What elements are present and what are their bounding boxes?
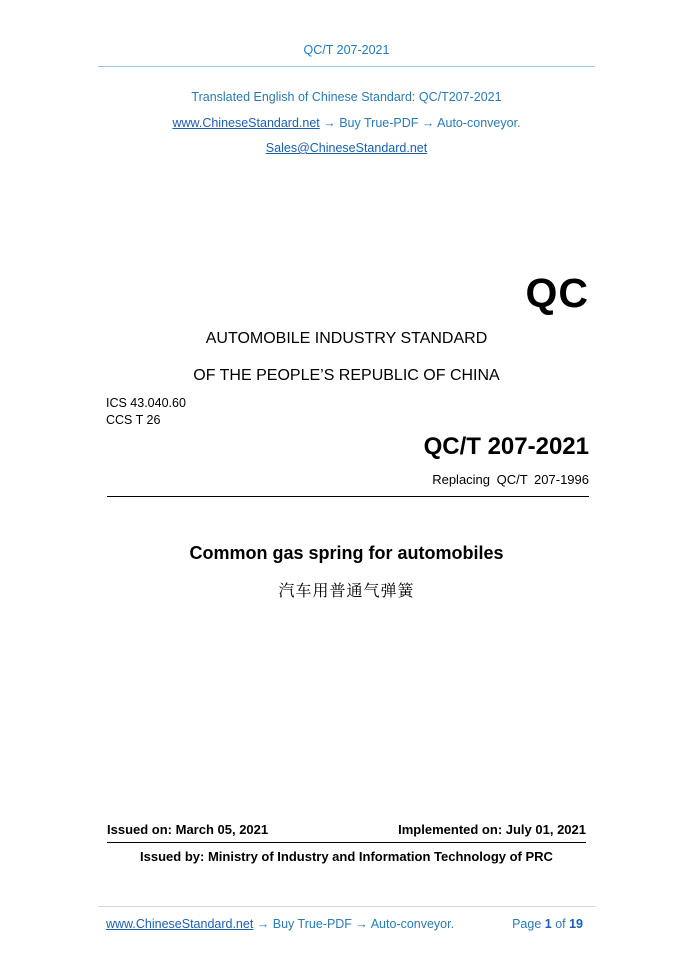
standard-number: QC/T 207-2021 bbox=[423, 433, 589, 460]
footer-website-link[interactable]: www.ChineseStandard.net bbox=[106, 917, 254, 931]
page-current: 1 bbox=[544, 917, 552, 931]
standard-category-mark: QC bbox=[525, 270, 589, 316]
purchase-text: → Buy True-PDF → Auto-conveyor. bbox=[319, 116, 521, 130]
purchase-notice bbox=[0, 116, 693, 130]
footer-purchase-notice bbox=[106, 917, 454, 931]
ics-code: ICS 43.040.60 bbox=[106, 396, 186, 410]
issuer-divider bbox=[107, 842, 586, 843]
footer-purchase-text: → Buy True-PDF → Auto-conveyor. bbox=[253, 917, 455, 931]
standard-type-line2: OF THE PEOPLE’S REPUBLIC OF CHINA bbox=[193, 367, 500, 384]
implemented-on-date: Implemented on: July 01, 2021 bbox=[398, 822, 586, 837]
running-header-doc-code: QC/T 207-2021 bbox=[303, 43, 390, 57]
document-title-chinese: 汽车用普通气弹簧 bbox=[278, 581, 415, 600]
sales-email-line bbox=[0, 141, 693, 155]
document-title: Common gas spring for automobiles bbox=[189, 543, 504, 563]
header-divider bbox=[98, 66, 595, 67]
issued-on-date: Issued on: March 05, 2021 bbox=[107, 822, 269, 837]
sales-email-link[interactable]: Sales@ChineseStandard.net bbox=[265, 141, 428, 155]
replacing-note: Replacing QC/T 207-1996 bbox=[432, 472, 589, 487]
website-link[interactable]: www.ChineseStandard.net bbox=[172, 116, 320, 130]
ccs-code: CCS T 26 bbox=[106, 413, 161, 427]
page-label: Page bbox=[512, 917, 545, 931]
page-of-label: of bbox=[551, 917, 570, 931]
title-divider bbox=[107, 496, 589, 497]
translation-notice: Translated English of Chinese Standard: QC/T207-2021 bbox=[191, 90, 502, 104]
issuing-authority: Issued by: Ministry of Industry and Information Technology of PRC bbox=[140, 849, 553, 864]
standard-type-line1: AUTOMOBILE INDUSTRY STANDARD bbox=[205, 330, 488, 347]
page-total: 19 bbox=[569, 917, 583, 931]
page-indicator bbox=[512, 917, 583, 931]
footer-divider bbox=[98, 906, 595, 907]
